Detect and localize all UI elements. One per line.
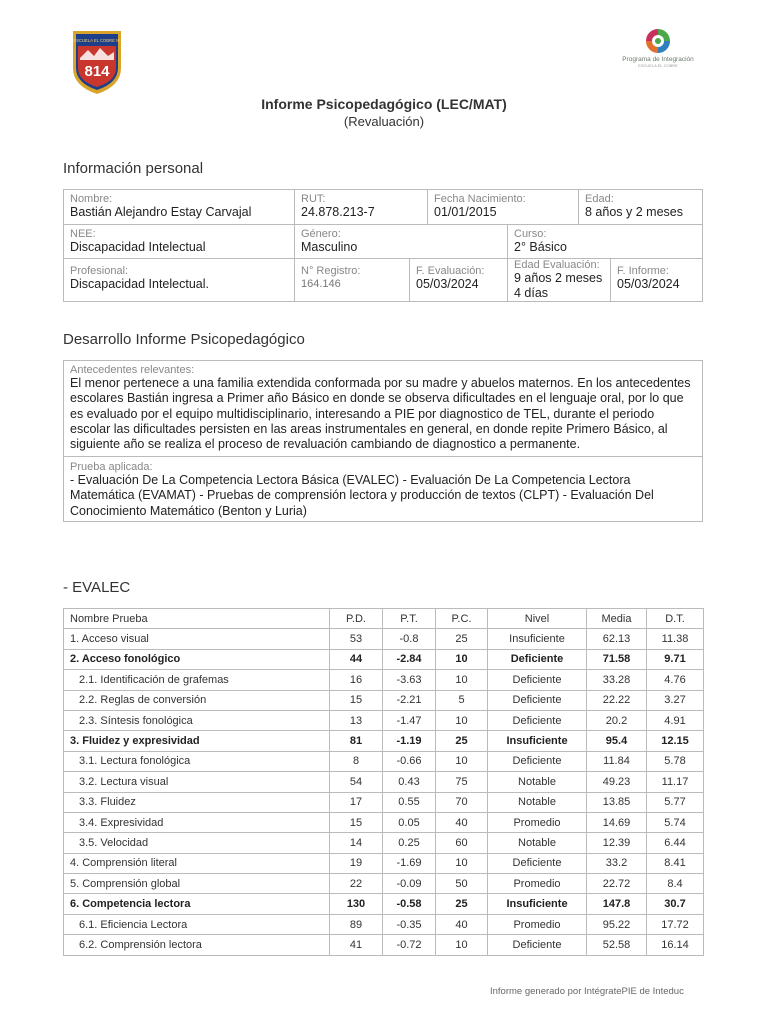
nombre-label: Nombre: xyxy=(70,193,113,205)
cell-name: 1. Acceso visual xyxy=(64,629,330,649)
cell-pt: -0.8 xyxy=(383,629,436,649)
cell-pt: -1.69 xyxy=(383,853,436,873)
table-row xyxy=(64,874,704,894)
cell-pc: 5 xyxy=(436,690,488,710)
fecha-nacimiento-value: 01/01/2015 xyxy=(434,205,497,219)
cell-pd: 17 xyxy=(330,792,383,812)
cell-name: 6.1. Eficiencia Lectora xyxy=(64,914,330,934)
cell-name: 2.1. Identificación de grafemas xyxy=(64,670,330,690)
cell-pd: 15 xyxy=(330,690,383,710)
table-row xyxy=(64,853,704,873)
cell-nivel: Notable xyxy=(488,772,587,792)
genero-label: Género: xyxy=(301,228,341,240)
cell-pt: 0.25 xyxy=(383,833,436,853)
cell-name: 4. Comprensión literal xyxy=(64,853,330,873)
registro-cell xyxy=(295,259,410,301)
cell-pc: 40 xyxy=(436,812,488,832)
nombre-value: Bastián Alejandro Estay Carvajal xyxy=(70,205,252,219)
cell-pc: 10 xyxy=(436,751,488,771)
table-row xyxy=(64,833,704,853)
cell-media: 147.8 xyxy=(587,894,647,914)
cell-dt: 30.7 xyxy=(647,894,704,914)
cell-dt: 8.41 xyxy=(647,853,704,873)
cell-media: 71.58 xyxy=(587,649,647,669)
cell-nivel: Promedio xyxy=(488,812,587,832)
cell-media: 95.4 xyxy=(587,731,647,751)
personal-info-box xyxy=(63,189,703,302)
cell-pd: 19 xyxy=(330,853,383,873)
cell-pd: 13 xyxy=(330,710,383,730)
cell-dt: 4.76 xyxy=(647,670,704,690)
cell-nivel: Deficiente xyxy=(488,670,587,690)
cell-media: 33.2 xyxy=(587,853,647,873)
fecha-evaluacion-value: 05/03/2024 xyxy=(416,277,479,291)
edad-cell xyxy=(579,190,702,224)
antecedentes-text: El menor pertenece a una familia extendida conformada por su madre y abuelos maternos. En los antecedentes escolares Bastián ingresa a Primer año Básico en donde se observa dificultades en el lenguaje oral, por lo que es evaluado por el equipo multidisciplinario, interesando a PIE por diagnostico de TEL, durante el periodo escolar las dificultades persisten en las areas instrumentales en general, en donde repite Primero Básico, al siguiente año se realiza el proceso de revaluación cambiando de diagnostico a permanente. xyxy=(70,376,691,452)
cell-nivel: Promedio xyxy=(488,874,587,894)
desarrollo-heading: Desarrollo Informe Psicopedagógico xyxy=(63,331,305,348)
table-row xyxy=(64,914,704,934)
cell-dt: 5.74 xyxy=(647,812,704,832)
cell-pt: -3.63 xyxy=(383,670,436,690)
cell-pc: 60 xyxy=(436,833,488,853)
cell-name: 5. Comprensión global xyxy=(64,874,330,894)
table-row xyxy=(64,772,704,792)
cell-dt: 3.27 xyxy=(647,690,704,710)
table-row xyxy=(64,751,704,771)
genero-cell xyxy=(295,225,508,258)
cell-pc: 25 xyxy=(436,629,488,649)
cell-pd: 130 xyxy=(330,894,383,914)
fecha-nacimiento-label: Fecha Nacimiento: xyxy=(434,193,526,205)
evalec-table xyxy=(63,608,704,956)
cell-nivel: Promedio xyxy=(488,914,587,934)
cell-name: 3.3. Fluidez xyxy=(64,792,330,812)
report-subtitle: (Revaluación) xyxy=(343,114,425,129)
cell-pc: 25 xyxy=(436,894,488,914)
cell-pd: 54 xyxy=(330,772,383,792)
cell-pc: 40 xyxy=(436,914,488,934)
table-row xyxy=(64,812,704,832)
cell-pc: 75 xyxy=(436,772,488,792)
edad-value: 8 años y 2 meses xyxy=(585,205,683,219)
cell-media: 33.28 xyxy=(587,670,647,690)
cell-pt: -0.35 xyxy=(383,914,436,934)
table-row xyxy=(64,710,704,730)
edad-evaluacion-label: Edad Evaluación: xyxy=(514,259,600,271)
cell-name: 6.2. Comprensión lectora xyxy=(64,935,330,955)
fecha-nacimiento-cell xyxy=(428,190,579,224)
prueba-text: - Evaluación De La Competencia Lectora Básica (EVALEC) - Evaluación De La Competencia Lectora Matemática (EVAMAT) - Pruebas de comprensión lectora y producción de textos (CLPT) - Evaluación Del Conocimiento Matemático (Benton y Luria) xyxy=(70,473,654,518)
rut-cell xyxy=(295,190,428,224)
cell-media: 62.13 xyxy=(587,629,647,649)
cell-name: 3. Fluidez y expresividad xyxy=(64,731,330,751)
evalec-table-body xyxy=(64,629,704,955)
cell-pt: -1.19 xyxy=(383,731,436,751)
curso-label: Curso: xyxy=(514,228,547,240)
fecha-evaluacion-label: F. Evaluación: xyxy=(416,265,485,277)
table-row xyxy=(64,935,704,955)
table-row xyxy=(64,731,704,751)
edad-evaluacion-cell xyxy=(508,259,611,301)
edad-evaluacion-value: 9 años 2 meses 4 días xyxy=(514,271,603,300)
cell-dt: 16.14 xyxy=(647,935,704,955)
cell-nivel: Notable xyxy=(488,792,587,812)
cell-pt: -2.84 xyxy=(383,649,436,669)
cell-pt: -0.09 xyxy=(383,874,436,894)
col-header-nombre: Nombre Prueba xyxy=(64,609,330,629)
cell-name: 2. Acceso fonológico xyxy=(64,649,330,669)
col-header-media: Media xyxy=(587,609,647,629)
table-row xyxy=(64,792,704,812)
cell-pd: 14 xyxy=(330,833,383,853)
table-row xyxy=(64,670,704,690)
edad-label: Edad: xyxy=(585,193,614,205)
cell-pt: -0.66 xyxy=(383,751,436,771)
table-row xyxy=(64,649,704,669)
cell-pc: 10 xyxy=(436,935,488,955)
pie-program-logo xyxy=(618,26,698,72)
cell-name: 2.2. Reglas de conversión xyxy=(64,690,330,710)
cell-pc: 10 xyxy=(436,710,488,730)
antecedentes-section xyxy=(64,361,702,456)
profesional-label: Profesional: xyxy=(70,265,129,277)
antecedentes-label: Antecedentes relevantes: xyxy=(70,364,195,376)
cell-pt: -0.58 xyxy=(383,894,436,914)
rut-label: RUT: xyxy=(301,193,326,205)
col-header-pc: P.C. xyxy=(436,609,488,629)
cell-nivel: Insuficiente xyxy=(488,731,587,751)
report-footer: Informe generado por IntégratePIE de Inteduc xyxy=(490,986,684,997)
fecha-informe-label: F. Informe: xyxy=(617,265,669,277)
cell-name: 6. Competencia lectora xyxy=(64,894,330,914)
cell-dt: 6.44 xyxy=(647,833,704,853)
cell-pt: -2.21 xyxy=(383,690,436,710)
pie-logo-icon xyxy=(618,26,698,56)
school-logo-text: ESCUELA EL COBRE Nº xyxy=(73,38,121,43)
cell-nivel: Deficiente xyxy=(488,710,587,730)
profesional-value: Discapacidad Intelectual. xyxy=(70,277,209,291)
col-header-dt: D.T. xyxy=(647,609,704,629)
cell-name: 3.2. Lectura visual xyxy=(64,772,330,792)
cell-pd: 8 xyxy=(330,751,383,771)
cell-nivel: Deficiente xyxy=(488,751,587,771)
cell-name: 3.5. Velocidad xyxy=(64,833,330,853)
prueba-section xyxy=(64,457,702,521)
cell-pc: 25 xyxy=(436,731,488,751)
cell-name: 3.4. Expresividad xyxy=(64,812,330,832)
cell-pc: 10 xyxy=(436,670,488,690)
desarrollo-box xyxy=(63,360,703,522)
table-row xyxy=(64,894,704,914)
cell-media: 52.58 xyxy=(587,935,647,955)
cell-pd: 22 xyxy=(330,874,383,894)
cell-name: 3.1. Lectura fonológica xyxy=(64,751,330,771)
table-row xyxy=(64,690,704,710)
cell-dt: 8.4 xyxy=(647,874,704,894)
cell-pd: 89 xyxy=(330,914,383,934)
prueba-label: Prueba aplicada: xyxy=(70,461,153,473)
cell-name: 2.3. Síntesis fonológica xyxy=(64,710,330,730)
cell-media: 20.2 xyxy=(587,710,647,730)
cell-nivel: Notable xyxy=(488,833,587,853)
pie-logo-subtext: ESCUELA EL COBRE xyxy=(638,63,678,68)
cell-pd: 16 xyxy=(330,670,383,690)
cell-media: 11.84 xyxy=(587,751,647,771)
nee-cell xyxy=(64,225,295,258)
cell-pt: -0.72 xyxy=(383,935,436,955)
curso-value: 2° Básico xyxy=(514,240,567,254)
evalec-heading: - EVALEC xyxy=(63,579,131,596)
cell-pt: 0.55 xyxy=(383,792,436,812)
cell-pd: 44 xyxy=(330,649,383,669)
genero-value: Masculino xyxy=(301,240,358,254)
cell-media: 22.72 xyxy=(587,874,647,894)
fecha-informe-value: 05/03/2024 xyxy=(617,277,680,291)
cell-media: 13.85 xyxy=(587,792,647,812)
cell-nivel: Deficiente xyxy=(488,690,587,710)
cell-dt: 11.38 xyxy=(647,629,704,649)
cell-pd: 53 xyxy=(330,629,383,649)
curso-cell xyxy=(508,225,702,258)
cell-nivel: Deficiente xyxy=(488,935,587,955)
profesional-cell xyxy=(64,259,295,301)
cell-dt: 9.71 xyxy=(647,649,704,669)
cell-nivel: Deficiente xyxy=(488,853,587,873)
cell-dt: 5.77 xyxy=(647,792,704,812)
cell-media: 12.39 xyxy=(587,833,647,853)
registro-label: N° Registro: xyxy=(301,265,361,277)
school-crest-logo xyxy=(70,28,124,96)
school-logo-number: 814 xyxy=(84,63,110,80)
cell-dt: 5.78 xyxy=(647,751,704,771)
col-header-pd: P.D. xyxy=(330,609,383,629)
cell-media: 49.23 xyxy=(587,772,647,792)
nee-label: NEE: xyxy=(70,228,96,240)
fecha-evaluacion-cell xyxy=(410,259,508,301)
cell-pd: 15 xyxy=(330,812,383,832)
nombre-cell xyxy=(64,190,295,224)
rut-value: 24.878.213-7 xyxy=(301,205,375,219)
table-row xyxy=(64,629,704,649)
cell-pt: -1.47 xyxy=(383,710,436,730)
cell-dt: 4.91 xyxy=(647,710,704,730)
cell-dt: 12.15 xyxy=(647,731,704,751)
cell-pc: 10 xyxy=(436,649,488,669)
personal-info-heading: Información personal xyxy=(63,160,204,177)
evalec-header-row xyxy=(64,609,704,629)
cell-pt: 0.05 xyxy=(383,812,436,832)
report-title: Informe Psicopedagógico (LEC/MAT) xyxy=(261,96,507,112)
cell-nivel: Deficiente xyxy=(488,649,587,669)
registro-value: 164.146 xyxy=(301,278,341,290)
cell-pc: 10 xyxy=(436,853,488,873)
cell-pc: 70 xyxy=(436,792,488,812)
cell-pd: 81 xyxy=(330,731,383,751)
cell-dt: 17.72 xyxy=(647,914,704,934)
nee-value: Discapacidad Intelectual xyxy=(70,240,206,254)
pie-logo-text: Programa de Integración xyxy=(622,56,694,63)
fecha-informe-cell xyxy=(611,259,702,301)
cell-pt: 0.43 xyxy=(383,772,436,792)
col-header-nivel: Nivel xyxy=(488,609,587,629)
col-header-pt: P.T. xyxy=(383,609,436,629)
cell-media: 95.22 xyxy=(587,914,647,934)
cell-nivel: Insuficiente xyxy=(488,894,587,914)
cell-nivel: Insuficiente xyxy=(488,629,587,649)
cell-pc: 50 xyxy=(436,874,488,894)
cell-pd: 41 xyxy=(330,935,383,955)
cell-media: 14.69 xyxy=(587,812,647,832)
cell-dt: 11.17 xyxy=(647,772,704,792)
cell-media: 22.22 xyxy=(587,690,647,710)
